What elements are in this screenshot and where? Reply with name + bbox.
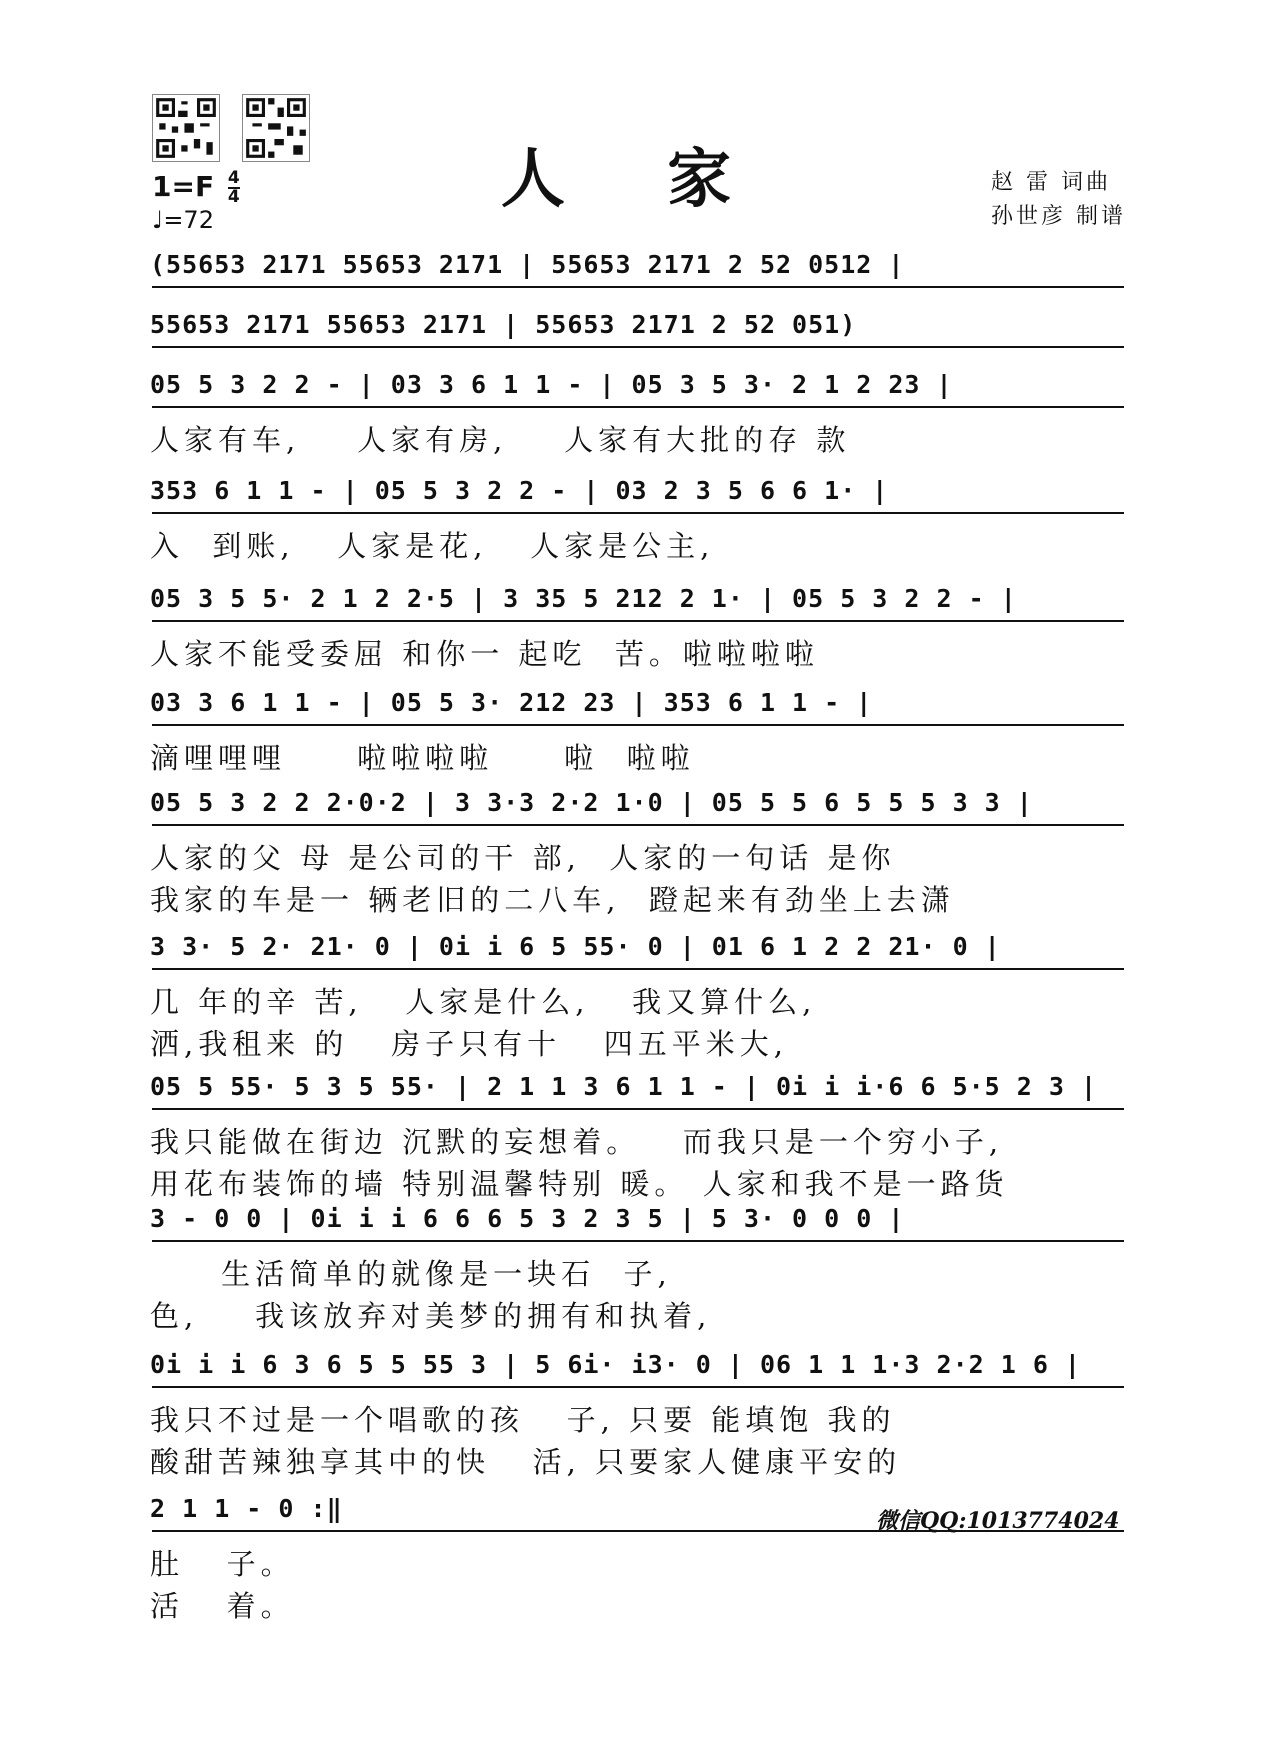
notation-text: 2 1 1 - 0 :‖ <box>150 1494 343 1523</box>
notation-line <box>150 928 1126 968</box>
notation-line <box>150 684 1126 724</box>
notation-text: 353 6 1 1 - | 05 5 3 2 2 - | 03 2 3 5 6 6 1· | <box>150 476 889 505</box>
lyric-line: 色, 我该放弃对美梦的拥有和执着, <box>150 1299 712 1333</box>
lyric-line: 用花布装饰的墙 特别温馨特别 暖。 人家和我不是一路货 <box>150 1167 1009 1201</box>
lyric-line: 生活简单的就像是一块石 子, <box>150 1257 672 1291</box>
lyric-line: 入 到账, 人家是花, 人家是公主, <box>150 529 715 563</box>
lyric-line: 滴哩哩哩 啦啦啦啦 啦 啦啦 <box>150 741 695 775</box>
underline-beam <box>152 346 1124 348</box>
song-title: 人 家 <box>500 142 772 217</box>
notation-line <box>150 306 1126 346</box>
lyric-line: 活 着。 <box>150 1589 295 1623</box>
notation-line <box>150 784 1126 824</box>
underline-beam <box>152 824 1124 826</box>
lyric-line: 人家有车, 人家有房, 人家有大批的存 款 <box>150 423 851 457</box>
notation-text: 05 5 3 2 2 - | 03 3 6 1 1 - | 05 3 5 3· 2 1 2 23 | <box>150 370 953 399</box>
notation-text: 05 5 3 2 2 2·0·2 | 3 3·3 2·2 1·0 | 05 5 5 6 5 5 5 3 3 | <box>150 788 1033 817</box>
notation-line <box>150 246 1126 286</box>
lyric-line: 人家不能受委屈 和你一 起吃 苦。啦啦啦啦 <box>150 637 819 671</box>
underline-beam <box>152 512 1124 514</box>
lyric-line: 人家的父 母 是公司的干 部, 人家的一句话 是你 <box>150 841 896 875</box>
underline-beam <box>152 1240 1124 1242</box>
lyric-line: 洒,我租来 的 房子只有十 四五平米大, <box>150 1027 788 1061</box>
notation-line <box>150 1068 1126 1108</box>
credits <box>991 166 1126 234</box>
lyric-line: 我只不过是一个唱歌的孩 子, 只要 能填饱 我的 <box>150 1403 896 1437</box>
key-label: 1=F <box>152 170 215 203</box>
notation-text: 3 - 0 0 | 0i i i 6 6 6 5 3 2 3 5 | 5 3· 0 0 0 | <box>150 1204 905 1233</box>
lyric-line: 几 年的辛 苦, 人家是什么, 我又算什么, <box>150 985 817 1019</box>
notation-line <box>150 366 1126 406</box>
underline-beam <box>152 724 1124 726</box>
underline-beam <box>152 406 1124 408</box>
lyricist-composer: 赵 雷 词曲 <box>991 170 1111 195</box>
notation-text: 3 3· 5 2· 21· 0 | 0i i 6 5 55· 0 | 01 6 1 2 2 21· 0 | <box>150 932 1001 961</box>
lyric-line: 我家的车是一 辆老旧的二八车, 蹬起来有劲坐上去潇 <box>150 883 955 917</box>
notation-text: 03 3 6 1 1 - | 05 5 3· 212 23 | 353 6 1 1 - | <box>150 688 873 717</box>
notation-text: 55653 2171 55653 2171 | 55653 2171 2 52 051) <box>150 310 857 339</box>
tempo-marking: ♩=72 <box>152 206 214 234</box>
meter-bottom: 4 <box>227 187 240 207</box>
time-signature <box>228 170 240 206</box>
underline-beam <box>152 620 1124 622</box>
meter-top: 4 <box>227 168 240 188</box>
lyric-line: 我只能做在街边 沉默的妄想着。 而我只是一个穷小子, <box>150 1125 1004 1159</box>
lyric-line: 肚 子。 <box>150 1547 295 1581</box>
arranger: 孙世彦 制谱 <box>991 204 1126 229</box>
contact-info: 微信QQ:1013774024 <box>876 1508 1120 1534</box>
notation-text: 05 5 55· 5 3 5 55· | 2 1 1 3 6 1 1 - | 0i i i·6 6 5·5 2 3 | <box>150 1072 1098 1101</box>
notation-text: (55653 2171 55653 2171 | 55653 2171 2 52 0512 | <box>150 250 905 279</box>
notation-text: 05 3 5 5· 2 1 2 2·5 | 3 35 5 212 2 1· | 05 5 3 2 2 - | <box>150 584 1017 613</box>
underline-beam <box>152 968 1124 970</box>
notation-text: 0i i i 6 3 6 5 5 55 3 | 5 6i· i3· 0 | 06 1 1 1·3 2·2 1 6 | <box>150 1350 1081 1379</box>
lyric-line: 酸甜苦辣独享其中的快 活, 只要家人健康平安的 <box>150 1445 902 1479</box>
underline-beam <box>152 286 1124 288</box>
notation-line <box>150 1200 1126 1240</box>
notation-line <box>150 1346 1126 1386</box>
underline-beam <box>152 1108 1124 1110</box>
notation-line <box>150 472 1126 512</box>
key-signature <box>152 170 240 206</box>
notation-line <box>150 580 1126 620</box>
underline-beam <box>152 1386 1124 1388</box>
